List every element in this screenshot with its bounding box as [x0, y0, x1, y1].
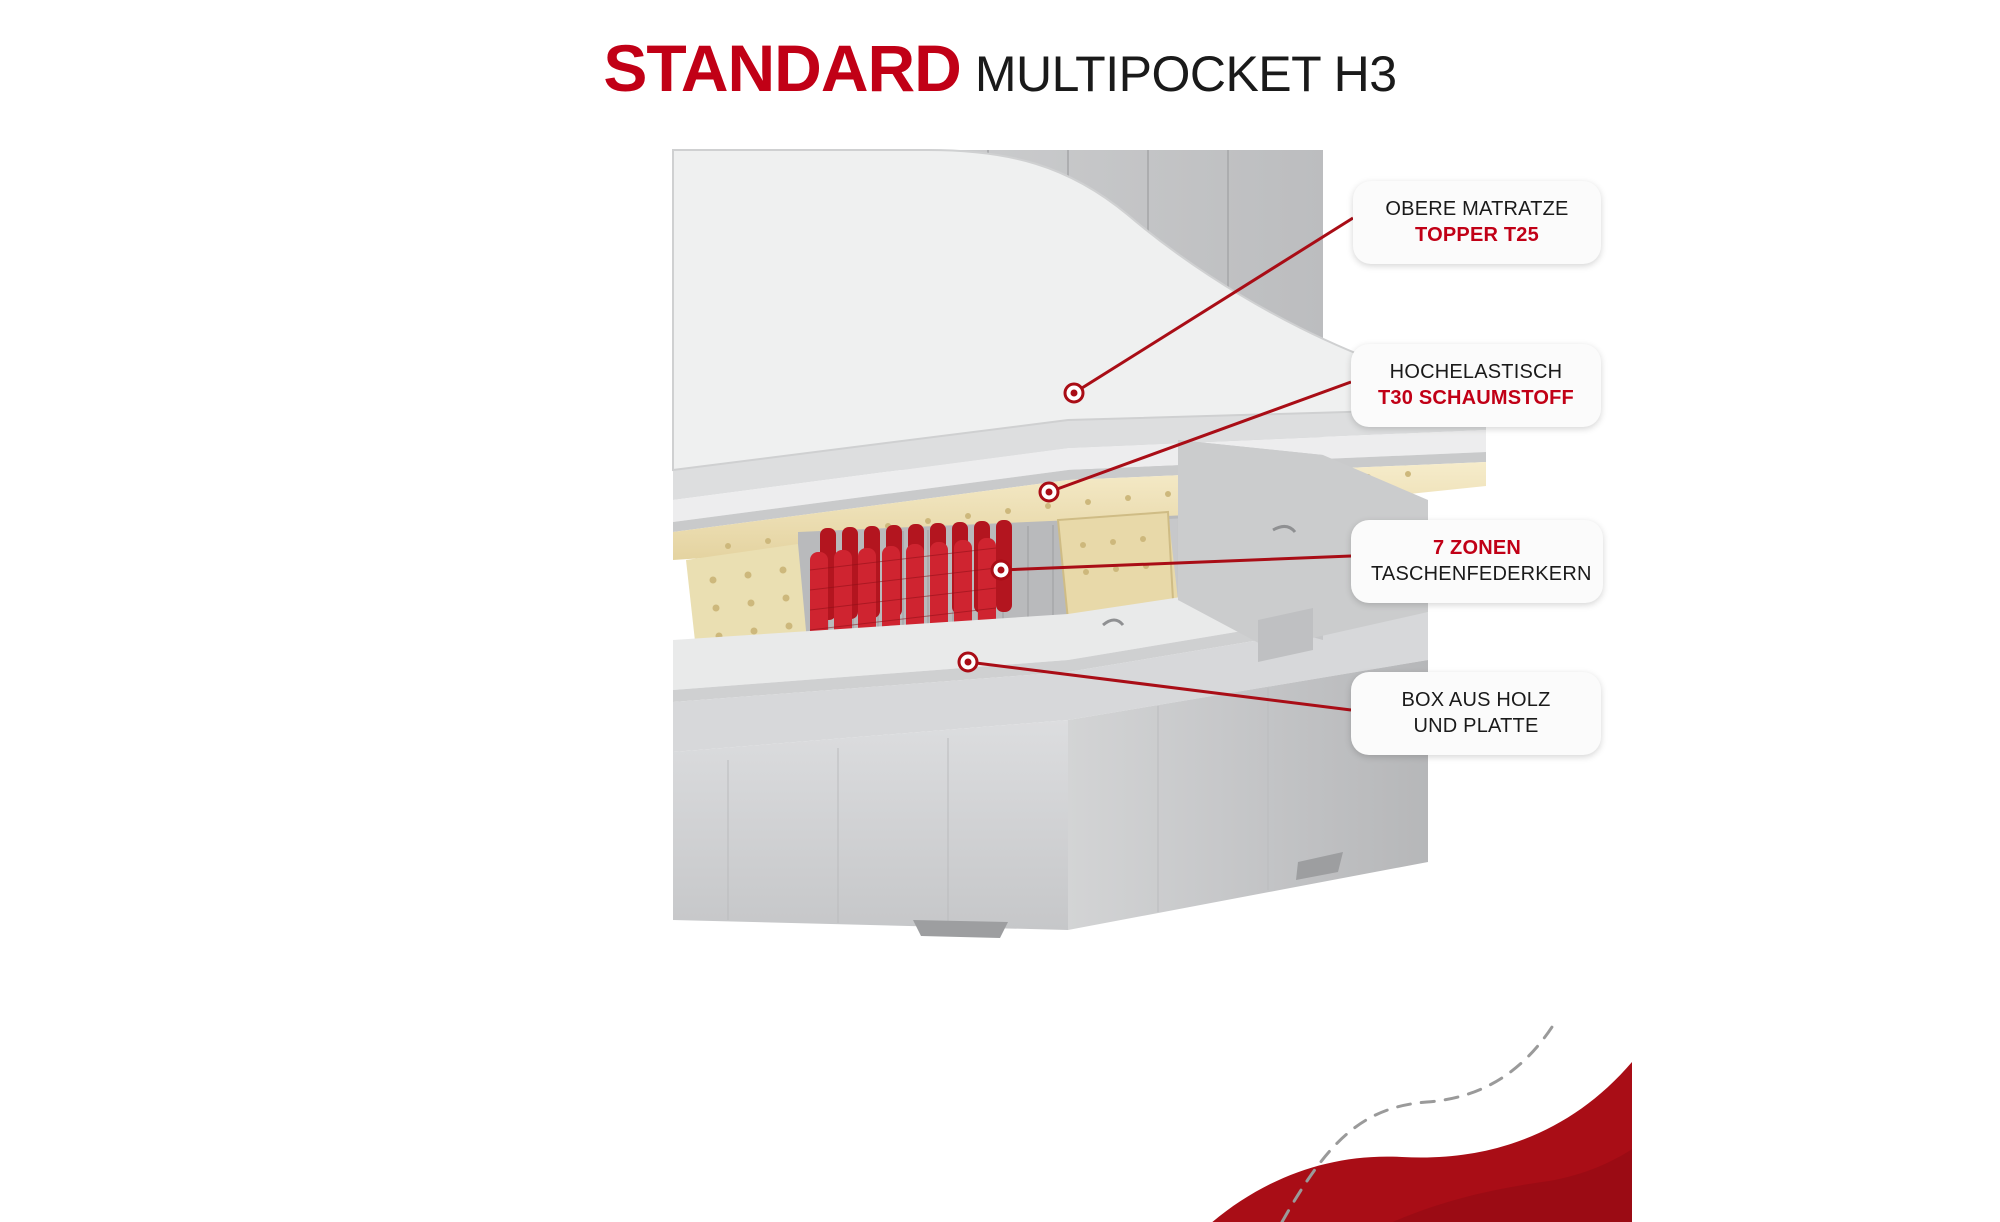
callout-pocket-core-line1: 7 ZONEN: [1432, 537, 1522, 559]
callout-pocket-core: [1351, 520, 1603, 603]
right-letterbox: [1632, 0, 2000, 1222]
callout-wooden-box: [1351, 672, 1601, 755]
infographic-canvas: [368, 0, 1632, 1222]
callout-topper-line1: OBERE MATRATZE: [1385, 198, 1569, 220]
callout-foam: [1351, 344, 1601, 427]
callout-foam-line1: HOCHELASTISCH: [1389, 361, 1563, 383]
callout-pocket-core-line2: TASCHENFEDERKERN: [1371, 562, 1592, 585]
title-light: MULTIPOCKET H3: [974, 46, 1397, 102]
callout-wooden-box-line2: UND PLATTE: [1413, 714, 1539, 737]
callout-foam-line2: T30 SCHAUMSTOFF: [1378, 386, 1574, 409]
title-bold: STANDARD: [603, 31, 961, 105]
callout-topper: [1353, 181, 1601, 264]
callout-wooden-box-line1: BOX AUS HOLZ: [1401, 689, 1551, 711]
page-title: [368, 30, 1632, 106]
callout-topper-line2: TOPPER T25: [1415, 223, 1539, 246]
left-letterbox: [0, 0, 368, 1222]
